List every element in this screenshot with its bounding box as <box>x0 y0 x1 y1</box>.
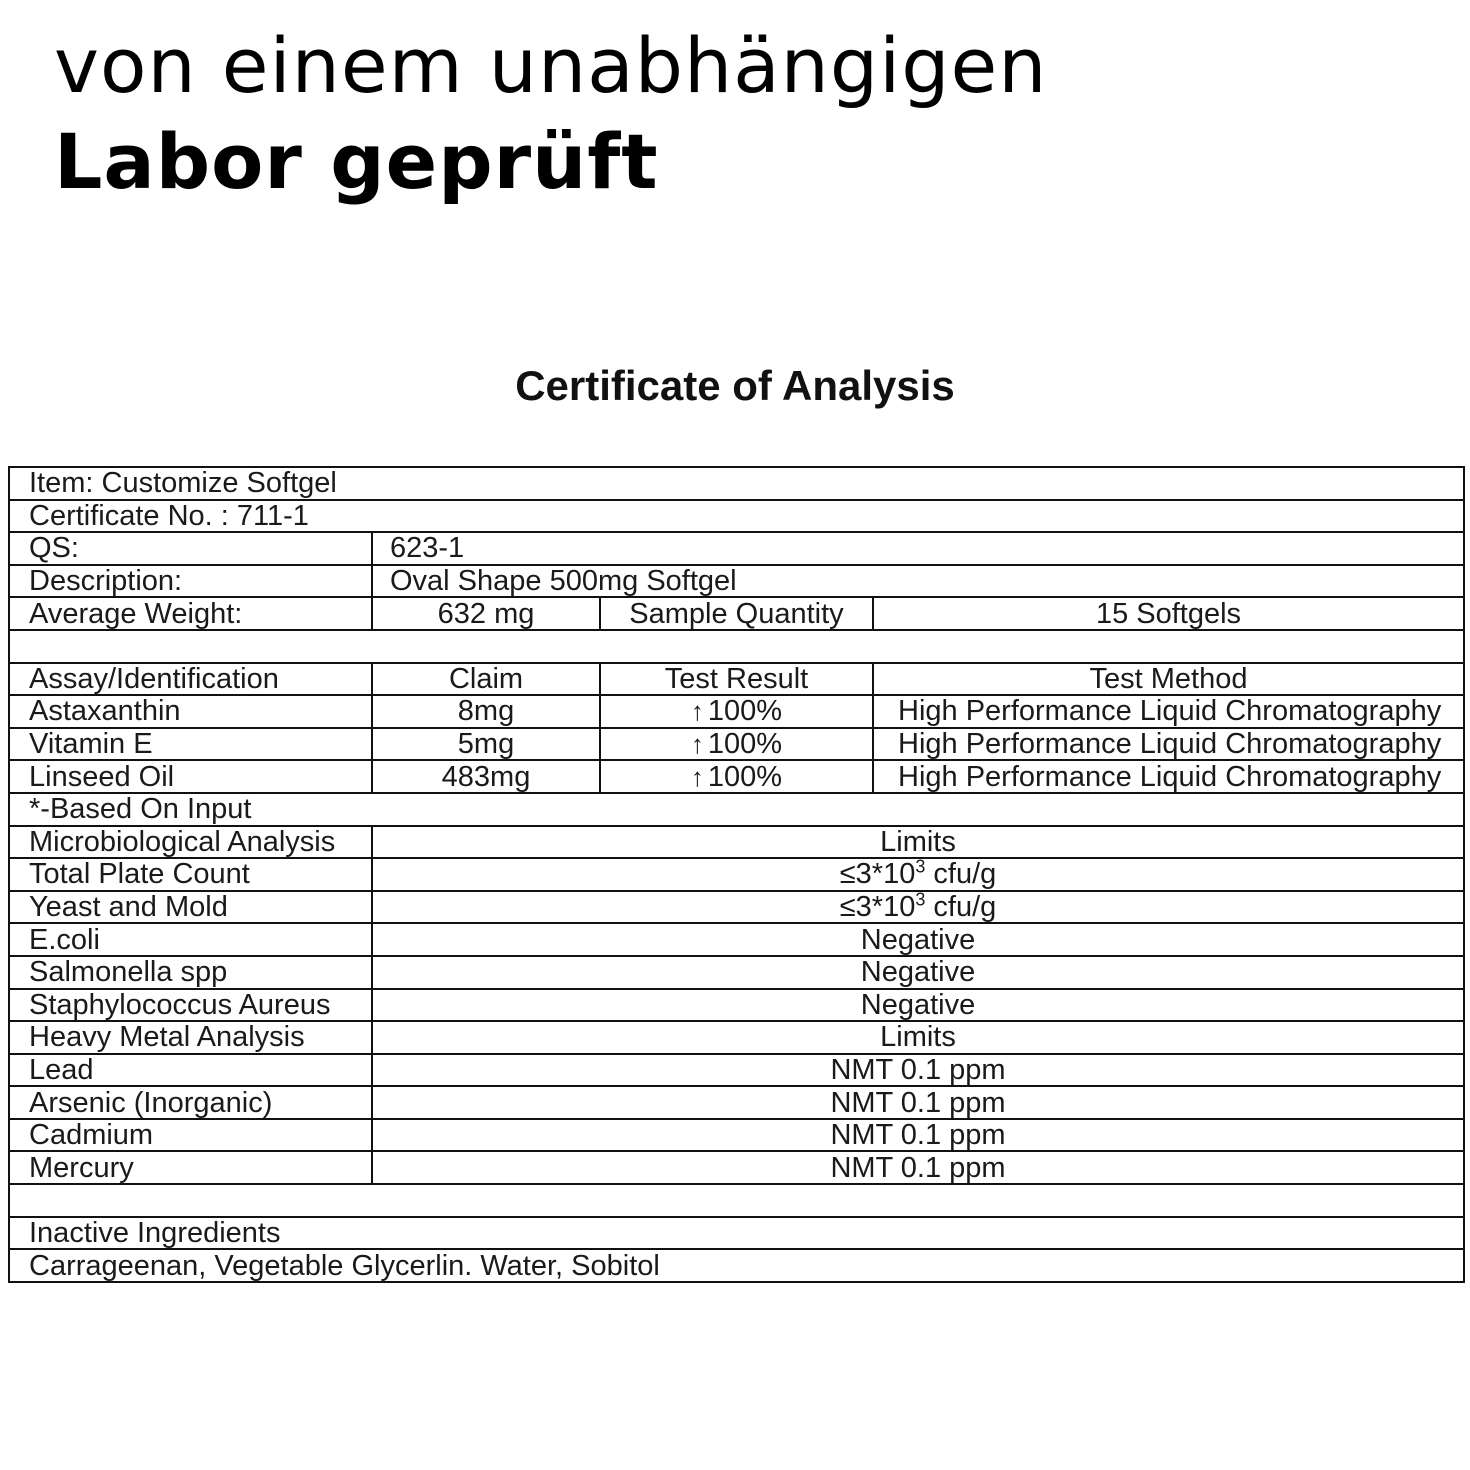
item-cell: Item: Customize Softgel <box>9 467 1464 500</box>
assay-result: 100% <box>707 760 783 793</box>
claim-header: Claim <box>372 663 600 696</box>
empty-cell <box>9 1184 1464 1217</box>
assay-name: Astaxanthin <box>9 695 372 728</box>
table-row <box>9 467 1464 500</box>
table-row <box>9 1151 1464 1184</box>
assay-result-cell <box>600 695 873 728</box>
metal-header-row <box>9 1021 1464 1054</box>
table-row <box>9 1086 1464 1119</box>
table-row-empty <box>9 1184 1464 1217</box>
micro-limit: Negative <box>372 923 1464 956</box>
arrow-up-icon: ↑ <box>690 761 704 792</box>
micro-limit: Negative <box>372 956 1464 989</box>
headline-line-2: Labor geprüft <box>54 117 659 206</box>
metal-name: Arsenic (Inorganic) <box>9 1086 372 1119</box>
certificate-number-cell: Certificate No. : 711-1 <box>9 500 1464 533</box>
table-row <box>9 1054 1464 1087</box>
assay-header-row <box>9 663 1464 696</box>
limit-prefix: ≤3*10 <box>839 891 916 924</box>
table-row <box>9 1217 1464 1250</box>
headline <box>54 18 1047 210</box>
table-row <box>9 597 1464 630</box>
description-value: Oval Shape 500mg Softgel <box>372 565 1464 598</box>
table-row <box>9 728 1464 761</box>
assay-claim: 8mg <box>372 695 600 728</box>
assay-method: High Performance Liquid Chromatography <box>873 695 1464 728</box>
micro-name: E.coli <box>9 923 372 956</box>
metal-limit: NMT 0.1 ppm <box>372 1151 1464 1184</box>
assay-name: Vitamin E <box>9 728 372 761</box>
analysis-table <box>8 466 1465 1283</box>
table-row <box>9 1249 1464 1282</box>
metal-limit: NMT 0.1 ppm <box>372 1119 1464 1152</box>
inactive-ingredients-label: Inactive Ingredients <box>9 1217 1464 1250</box>
micro-name: Yeast and Mold <box>9 891 372 924</box>
assay-method: High Performance Liquid Chromatography <box>873 760 1464 793</box>
limit-unit: cfu/g <box>925 891 997 924</box>
arrow-up-icon: ↑ <box>690 729 704 760</box>
assay-claim: 483mg <box>372 760 600 793</box>
table-row <box>9 923 1464 956</box>
empty-cell <box>9 630 1464 663</box>
metal-limit: NMT 0.1 ppm <box>372 1054 1464 1087</box>
micro-limit: Negative <box>372 989 1464 1022</box>
table-row <box>9 891 1464 924</box>
table-row <box>9 793 1464 826</box>
sample-quantity-label: Sample Quantity <box>600 597 873 630</box>
metal-header-label: Heavy Metal Analysis <box>9 1021 372 1054</box>
sample-quantity-value: 15 Softgels <box>873 597 1464 630</box>
assay-claim: 5mg <box>372 728 600 761</box>
table-row <box>9 956 1464 989</box>
table-row <box>9 500 1464 533</box>
qs-value: 623-1 <box>372 532 1464 565</box>
assay-name: Linseed Oil <box>9 760 372 793</box>
limit-prefix: ≤3*10 <box>839 858 916 891</box>
description-label: Description: <box>9 565 372 598</box>
limit-exponent: 3 <box>915 890 926 910</box>
test-method-header: Test Method <box>873 663 1464 696</box>
assay-result: 100% <box>707 695 783 728</box>
average-weight-value: 632 mg <box>372 597 600 630</box>
table-row <box>9 532 1464 565</box>
inactive-ingredients-value: Carrageenan, Vegetable Glycerlin. Water, Sobitol <box>9 1249 1464 1282</box>
metal-name: Cadmium <box>9 1119 372 1152</box>
micro-header-row <box>9 826 1464 859</box>
certificate-title: Certificate of Analysis <box>515 362 955 409</box>
micro-header-label: Microbiological Analysis <box>9 826 372 859</box>
micro-name: Total Plate Count <box>9 858 372 891</box>
limit-unit: cfu/g <box>925 858 997 891</box>
test-result-header: Test Result <box>600 663 873 696</box>
assay-method: High Performance Liquid Chromatography <box>873 728 1464 761</box>
metal-name: Mercury <box>9 1151 372 1184</box>
metal-name: Lead <box>9 1054 372 1087</box>
arrow-up-icon: ↑ <box>690 696 704 727</box>
table-row <box>9 760 1464 793</box>
micro-header-limits: Limits <box>372 826 1464 859</box>
table-row <box>9 565 1464 598</box>
headline-line-1: von einem unabhängigen <box>54 21 1048 110</box>
assay-result-cell <box>600 728 873 761</box>
table-row <box>9 989 1464 1022</box>
table-row <box>9 1119 1464 1152</box>
table-row-empty <box>9 630 1464 663</box>
assay-result-cell <box>600 760 873 793</box>
metal-limit: NMT 0.1 ppm <box>372 1086 1464 1119</box>
micro-name: Salmonella spp <box>9 956 372 989</box>
metal-header-limits: Limits <box>372 1021 1464 1054</box>
table-row <box>9 858 1464 891</box>
assay-header: Assay/Identification <box>9 663 372 696</box>
assay-result: 100% <box>707 728 783 761</box>
micro-name: Staphylococcus Aureus <box>9 989 372 1022</box>
micro-limit <box>372 891 1464 924</box>
limit-exponent: 3 <box>915 858 926 877</box>
table-row <box>9 695 1464 728</box>
micro-limit <box>372 858 1464 891</box>
based-on-input-note: *-Based On Input <box>9 793 1464 826</box>
average-weight-label: Average Weight: <box>9 597 372 630</box>
qs-label: QS: <box>9 532 372 565</box>
